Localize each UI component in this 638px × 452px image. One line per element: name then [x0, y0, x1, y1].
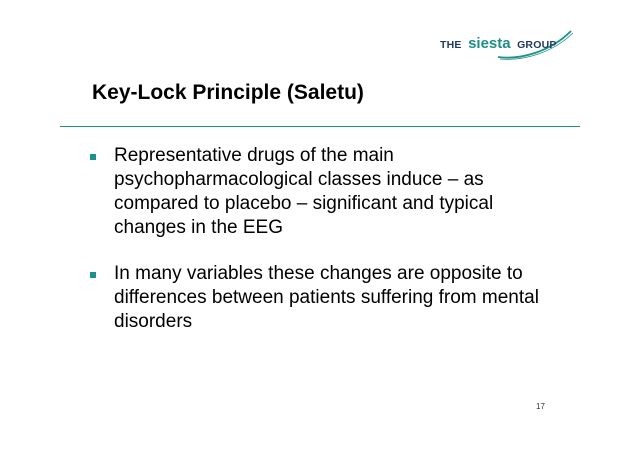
bullet-list	[90, 144, 560, 334]
siesta-group-logo	[440, 26, 580, 62]
bullet-text: Representative drugs of the main psychopharmacological classes induce – as compared to placebo – significant and typical changes in the EEG	[114, 145, 494, 238]
bullet-item	[90, 262, 560, 334]
square-bullet-icon	[90, 272, 96, 278]
bullet-text: In many variables these changes are opposite to differences between patients suffering from mental disorders	[114, 263, 539, 332]
logo-group: GROUP	[517, 39, 557, 51]
slide-title: Key-Lock Principle (Saletu)	[92, 81, 364, 104]
logo-siesta: siesta	[468, 35, 511, 52]
square-bullet-icon	[90, 154, 96, 160]
logo-the: THE	[440, 39, 462, 51]
page-number: 17	[536, 402, 545, 411]
title-divider	[60, 126, 580, 127]
logo-text	[440, 36, 557, 52]
bullet-item	[90, 144, 560, 240]
